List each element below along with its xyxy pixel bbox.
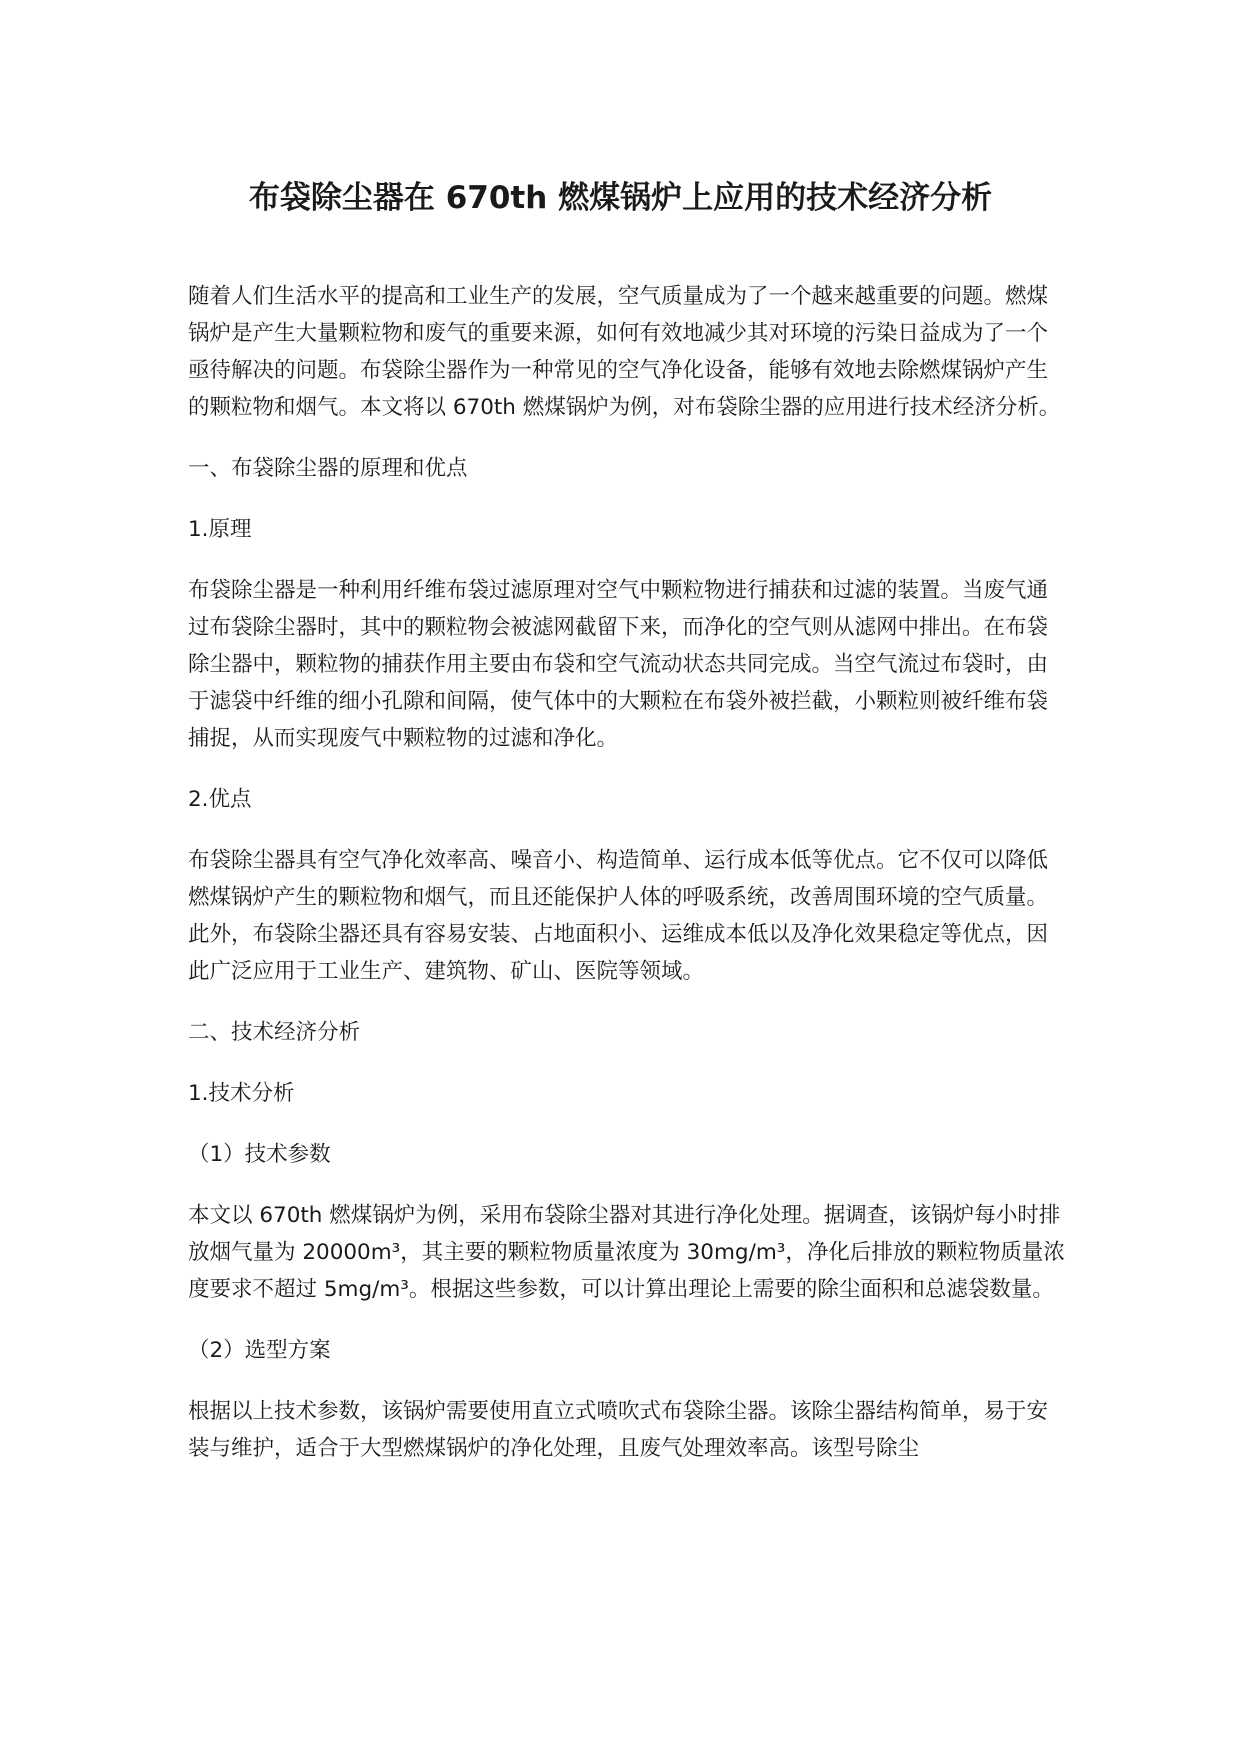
selection-paragraph: 根据以上技术参数，该锅炉需要使用直立式喷吹式布袋除尘器。该除尘器结构简单，易于安装与维护，适合于大型燃煤锅炉的净化处理，且废气处理效率高。该型号除尘	[188, 1399, 1049, 1461]
item-heading: （1）技术参数	[188, 1142, 331, 1167]
section-heading: 一、布袋除尘器的原理和优点	[188, 456, 468, 481]
subsection-heading: 1.技术分析	[188, 1081, 295, 1106]
principle-paragraph: 布袋除尘器是一种利用纤维布袋过滤原理对空气中颗粒物进行捕获和过滤的装置。当废气通过布袋除尘器时，其中的颗粒物会被滤网截留下来，而净化的空气则从滤网中排出。在布袋除尘器中，颗粒物的捕获作用主要由布袋和空气流动状态共同完成。当空气流过布袋时，由于滤袋中纤维的细小孔隙和间隔，使气体中的大颗粒在布袋外被拦截，小颗粒则被纤维布袋捕捉，从而实现废气中颗粒物的过滤和净化。	[188, 578, 1049, 751]
subsection-heading: 1.原理	[188, 517, 252, 542]
parameters-paragraph: 本文以 670th 燃煤锅炉为例，采用布袋除尘器对其进行净化处理。据调查，该锅炉每小时排放烟气量为 20000m³，其主要的颗粒物质量浓度为 30mg/m³，净化后排放的颗粒物质量浓度要求不超过 5mg/m³。根据这些参数，可以计算出理论上需要的除尘面积和总滤袋数量。	[188, 1203, 1065, 1302]
advantages-paragraph: 布袋除尘器具有空气净化效率高、噪音小、构造简单、运行成本低等优点。它不仅可以降低燃煤锅炉产生的颗粒物和烟气，而且还能保护人体的呼吸系统，改善周围环境的空气质量。此外，布袋除尘器还具有容易安装、占地面积小、运维成本低以及净化效果稳定等优点，因此广泛应用于工业生产、建筑物、矿山、医院等领域。	[188, 848, 1049, 984]
item-heading: （2）选型方案	[188, 1338, 331, 1363]
section-heading: 二、技术经济分析	[188, 1020, 361, 1045]
subsection-heading: 2.优点	[188, 787, 252, 812]
document-body	[188, 278, 1068, 1491]
document-title: 布袋除尘器在 670th 燃煤锅炉上应用的技术经济分析	[248, 180, 993, 216]
intro-paragraph: 随着人们生活水平的提高和工业生产的发展，空气质量成为了一个越来越重要的问题。燃煤锅炉是产生大量颗粒物和废气的重要来源，如何有效地减少其对环境的污染日益成为了一个亟待解决的问题。布袋除尘器作为一种常见的空气净化设备，能够有效地去除燃煤锅炉产生的颗粒物和烟气。本文将以 670th 燃煤锅炉为例，对布袋除尘器的应用进行技术经济分析。	[188, 284, 1061, 420]
